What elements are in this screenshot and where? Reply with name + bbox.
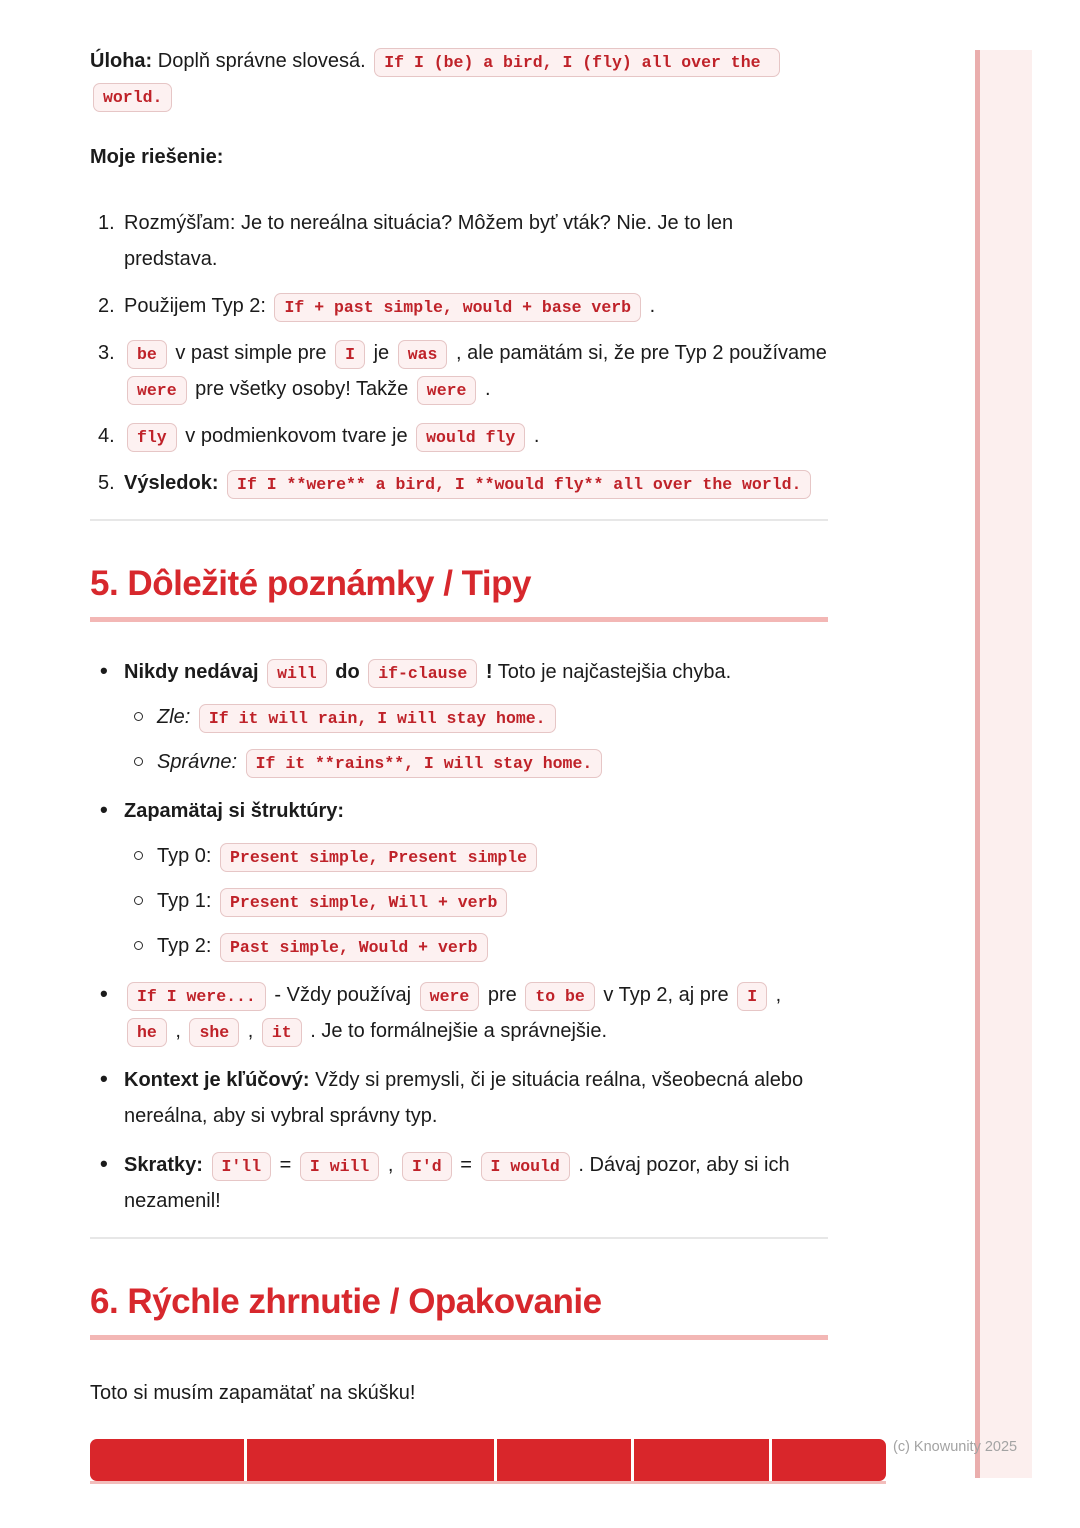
- code-chip: be: [127, 340, 167, 369]
- text-run: Typ 0:: [157, 845, 218, 867]
- sub-list-item: [124, 928, 828, 964]
- text-run: Správne:: [157, 751, 243, 773]
- sub-list-item: [124, 883, 828, 919]
- code-chip: I'll: [212, 1152, 272, 1181]
- text-run: Doplň správne slovesá.: [152, 50, 372, 72]
- code-chip: were: [417, 376, 477, 405]
- text-run: ,: [242, 1020, 259, 1042]
- sub-list-item: [124, 744, 828, 780]
- solution-label: Moje riešenie:: [90, 146, 224, 168]
- text-run: .: [528, 425, 540, 447]
- text-run: Použijem Typ 2:: [124, 295, 272, 317]
- scrollbar-strip[interactable]: [975, 50, 1032, 1478]
- code-chip: was: [398, 340, 448, 369]
- table-header-cell: [90, 1439, 244, 1481]
- code-chip: were: [127, 376, 187, 405]
- text-run: Zle:: [157, 706, 196, 728]
- section-5-heading: 5. Dôležité poznámky / Tipy: [90, 563, 828, 622]
- text-run: - Vždy používaj: [268, 984, 417, 1006]
- code-chip: I: [335, 340, 365, 369]
- code-chip: If I (be) a bird, I (fly) all over the world.: [93, 48, 780, 112]
- text-run: Vždy si premysli, či je situácia reálna, všeobecná alebo nereálna, aby si vybral správny typ.: [124, 1069, 804, 1127]
- tips-list: [90, 654, 828, 1219]
- text-run: Nikdy nedávaj: [124, 661, 265, 683]
- code-chip: I will: [300, 1152, 379, 1181]
- section-divider: [90, 519, 828, 521]
- code-chip: If it **rains**, I will stay home.: [246, 749, 603, 778]
- text-run: .: [644, 295, 656, 317]
- code-chip: I'd: [402, 1152, 452, 1181]
- code-chip: were: [420, 982, 480, 1011]
- sub-list-item: [124, 838, 828, 874]
- code-chip: If + past simple, would + base verb: [274, 293, 641, 322]
- text-run: =: [274, 1154, 297, 1176]
- text-run: v Typ 2, aj pre: [597, 984, 735, 1006]
- tip-item: [90, 793, 828, 964]
- text-run: Rozmýšľam: Je to nereálna situácia? Môžem byť vták? Nie. Je to len predstava.: [124, 212, 734, 270]
- code-chip: Present simple, Present simple: [220, 843, 537, 872]
- text-run: Skratky:: [124, 1154, 209, 1176]
- text-run: ,: [382, 1154, 399, 1176]
- summary-table-header-row: [90, 1439, 886, 1484]
- text-run: v podmienkovom tvare je: [179, 425, 414, 447]
- text-run: Výsledok:: [124, 472, 225, 494]
- solution-step: [90, 335, 828, 407]
- code-chip: fly: [127, 423, 177, 452]
- solution-step: [90, 288, 828, 324]
- text-run: Zapamätaj si štruktúry:: [124, 800, 345, 822]
- text-run: do: [329, 661, 366, 683]
- text-run: , ale pamätám si, že pre Typ 2 používame: [450, 342, 827, 364]
- text-run: . Dávaj pozor, aby si ich nezamenil!: [124, 1154, 790, 1212]
- solution-step: [90, 465, 828, 501]
- solution-step: [90, 205, 828, 277]
- text-run: Typ 2:: [157, 935, 218, 957]
- sub-list: [124, 699, 828, 780]
- solution-step: [90, 418, 828, 454]
- document-content: [90, 0, 828, 1484]
- section-6-heading: 6. Rýchle zhrnutie / Opakovanie: [90, 1281, 828, 1340]
- tip-item: [90, 1147, 828, 1219]
- solution-steps-list: [90, 205, 828, 501]
- table-header-cell: [634, 1439, 769, 1481]
- text-run: je: [368, 342, 395, 364]
- code-chip: I would: [481, 1152, 570, 1181]
- text-run: Toto je najčastejšia chyba.: [492, 661, 732, 683]
- task-paragraph: [90, 44, 828, 114]
- text-run: ,: [169, 1020, 187, 1042]
- code-chip: will: [267, 659, 327, 688]
- sub-list-item: [124, 699, 828, 735]
- tip-item: [90, 1062, 828, 1134]
- table-header-cell: [247, 1439, 494, 1481]
- text-run: Úloha:: [90, 50, 153, 72]
- text-run: =: [454, 1154, 478, 1176]
- code-chip: I: [737, 982, 767, 1011]
- section-divider: [90, 1237, 828, 1239]
- text-run: !: [480, 661, 493, 683]
- code-chip: If it will rain, I will stay home.: [199, 704, 556, 733]
- table-header-cell: [497, 1439, 631, 1481]
- text-run: .: [479, 378, 491, 400]
- summary-note: Toto si musím zapamätať na skúšku!: [90, 1382, 416, 1404]
- code-chip: Present simple, Will + verb: [220, 888, 507, 917]
- table-header-cell: [772, 1439, 886, 1481]
- code-chip: he: [127, 1018, 167, 1047]
- code-chip: to be: [525, 982, 595, 1011]
- sub-list: [124, 838, 828, 964]
- text-run: v past simple pre: [169, 342, 333, 364]
- code-chip: If I **were** a bird, I **would fly** all over the world.: [227, 470, 811, 499]
- text-run: ,: [770, 984, 782, 1006]
- code-chip: it: [262, 1018, 302, 1047]
- text-run: Typ 1:: [157, 890, 218, 912]
- code-chip: she: [189, 1018, 239, 1047]
- text-run: . Je to formálnejšie a správnejšie.: [304, 1020, 608, 1042]
- code-chip: if-clause: [368, 659, 477, 688]
- tip-item: [90, 654, 828, 780]
- text-run: pre všetky osoby! Takže: [189, 378, 414, 400]
- text-run: Kontext je kľúčový:: [124, 1069, 310, 1091]
- footer-credit: (c) Knowunity 2025: [893, 1439, 1018, 1455]
- tip-item: [90, 977, 828, 1049]
- code-chip: Past simple, Would + verb: [220, 933, 488, 962]
- code-chip: would fly: [416, 423, 525, 452]
- code-chip: If I were...: [127, 982, 266, 1011]
- text-run: pre: [482, 984, 523, 1006]
